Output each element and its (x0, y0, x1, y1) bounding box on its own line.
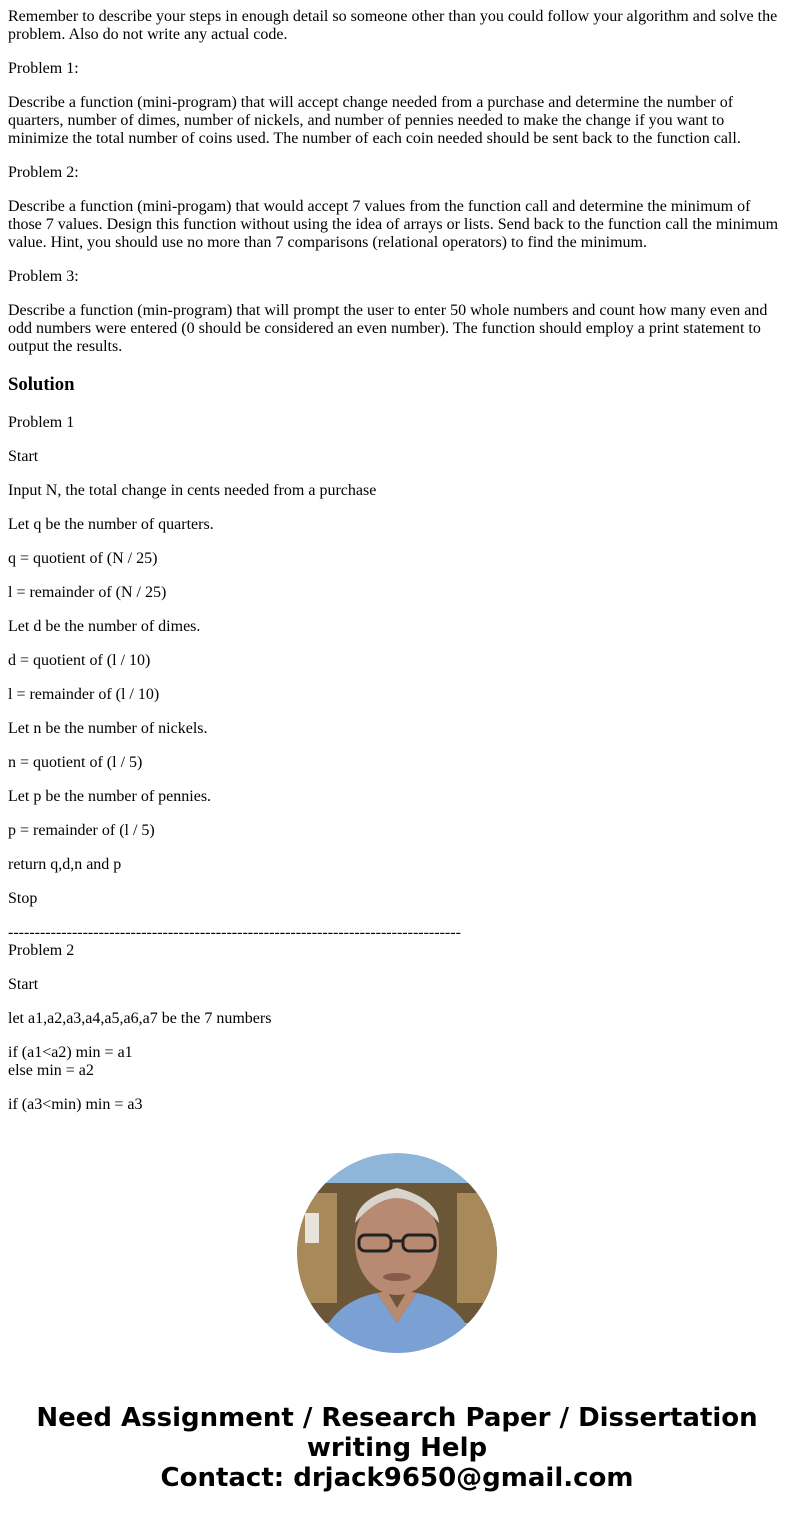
solution-step: Let p be the number of pennies. (8, 788, 212, 805)
solution-step: n = quotient of (l / 5) (8, 754, 143, 771)
solution-step: q = quotient of (N / 25) (8, 550, 158, 567)
solution-problem-1-title: Problem 1 (8, 414, 75, 431)
document-body (8, 0, 786, 1130)
problem-1-text: Describe a function (mini-program) that will accept change needed from a purchase and determine the number of quarters, number of dimes, number of nickels, and number of pennies needed to make the change if you want to minimize the total number of coins used. The number of each coin needed should be sent back to the function call. (8, 94, 741, 147)
solution-step: Start (8, 448, 39, 465)
solution-step: if (a3<min) min = a3 (8, 1096, 143, 1113)
solution-step-block (8, 1044, 786, 1080)
solution-step: p = remainder of (l / 5) (8, 822, 155, 839)
solution-step: l = remainder of (l / 10) (8, 686, 160, 703)
solution-step: let a1,a2,a3,a4,a5,a6,a7 be the 7 numbers (8, 1010, 272, 1027)
promo-line-1: Need Assignment / Research Paper / Dissertation (36, 1403, 758, 1433)
author-portrait-icon (297, 1153, 497, 1353)
solution-heading: Solution (8, 374, 75, 395)
problem-2-heading: Problem 2: (8, 164, 79, 181)
promo-line-2: writing Help (306, 1433, 488, 1463)
solution-step: d = quotient of (l / 10) (8, 652, 151, 669)
problem-3-text: Describe a function (min-program) that will prompt the user to enter 50 whole numbers and count how many even and odd numbers were entered (0 should be considered an even number). The function should employ a print statement to output the results. (8, 302, 768, 355)
solution-step: Let n be the number of nickels. (8, 720, 208, 737)
solution-step: Let q be the number of quarters. (8, 516, 214, 533)
solution-problem-2-title: Problem 2 (8, 942, 75, 959)
problem-2-text: Describe a function (mini-progam) that would accept 7 values from the function call and determine the minimum of those 7 values. Design this function without using the idea of arrays or lists. Send back to the function call the minimum value. Hint, you should use no more than 7 comparisons (relational operators) to find the minimum. (8, 198, 779, 251)
solution-step: return q,d,n and p (8, 856, 122, 873)
section-divider-block (8, 924, 786, 960)
problem-1-heading: Problem 1: (8, 60, 79, 77)
problem-3-heading: Problem 3: (8, 268, 79, 285)
solution-step: Let d be the number of dimes. (8, 618, 201, 635)
solution-step: Start (8, 976, 39, 993)
section-divider: ------------------------------------------------------------------------------------- (8, 924, 461, 941)
promo-footer (0, 1403, 794, 1493)
promo-contact: Contact: drjack9650@gmail.com (160, 1463, 634, 1493)
intro-paragraph: Remember to describe your steps in enough detail so someone other than you could follow your algorithm and solve the problem. Also do not write any actual code. (8, 8, 778, 43)
solution-step: l = remainder of (N / 25) (8, 584, 167, 601)
author-avatar (297, 1153, 497, 1353)
solution-step: else min = a2 (8, 1062, 94, 1079)
solution-step: Stop (8, 890, 38, 907)
solution-step: Input N, the total change in cents needed from a purchase (8, 482, 377, 499)
solution-step: if (a1<a2) min = a1 (8, 1044, 133, 1061)
